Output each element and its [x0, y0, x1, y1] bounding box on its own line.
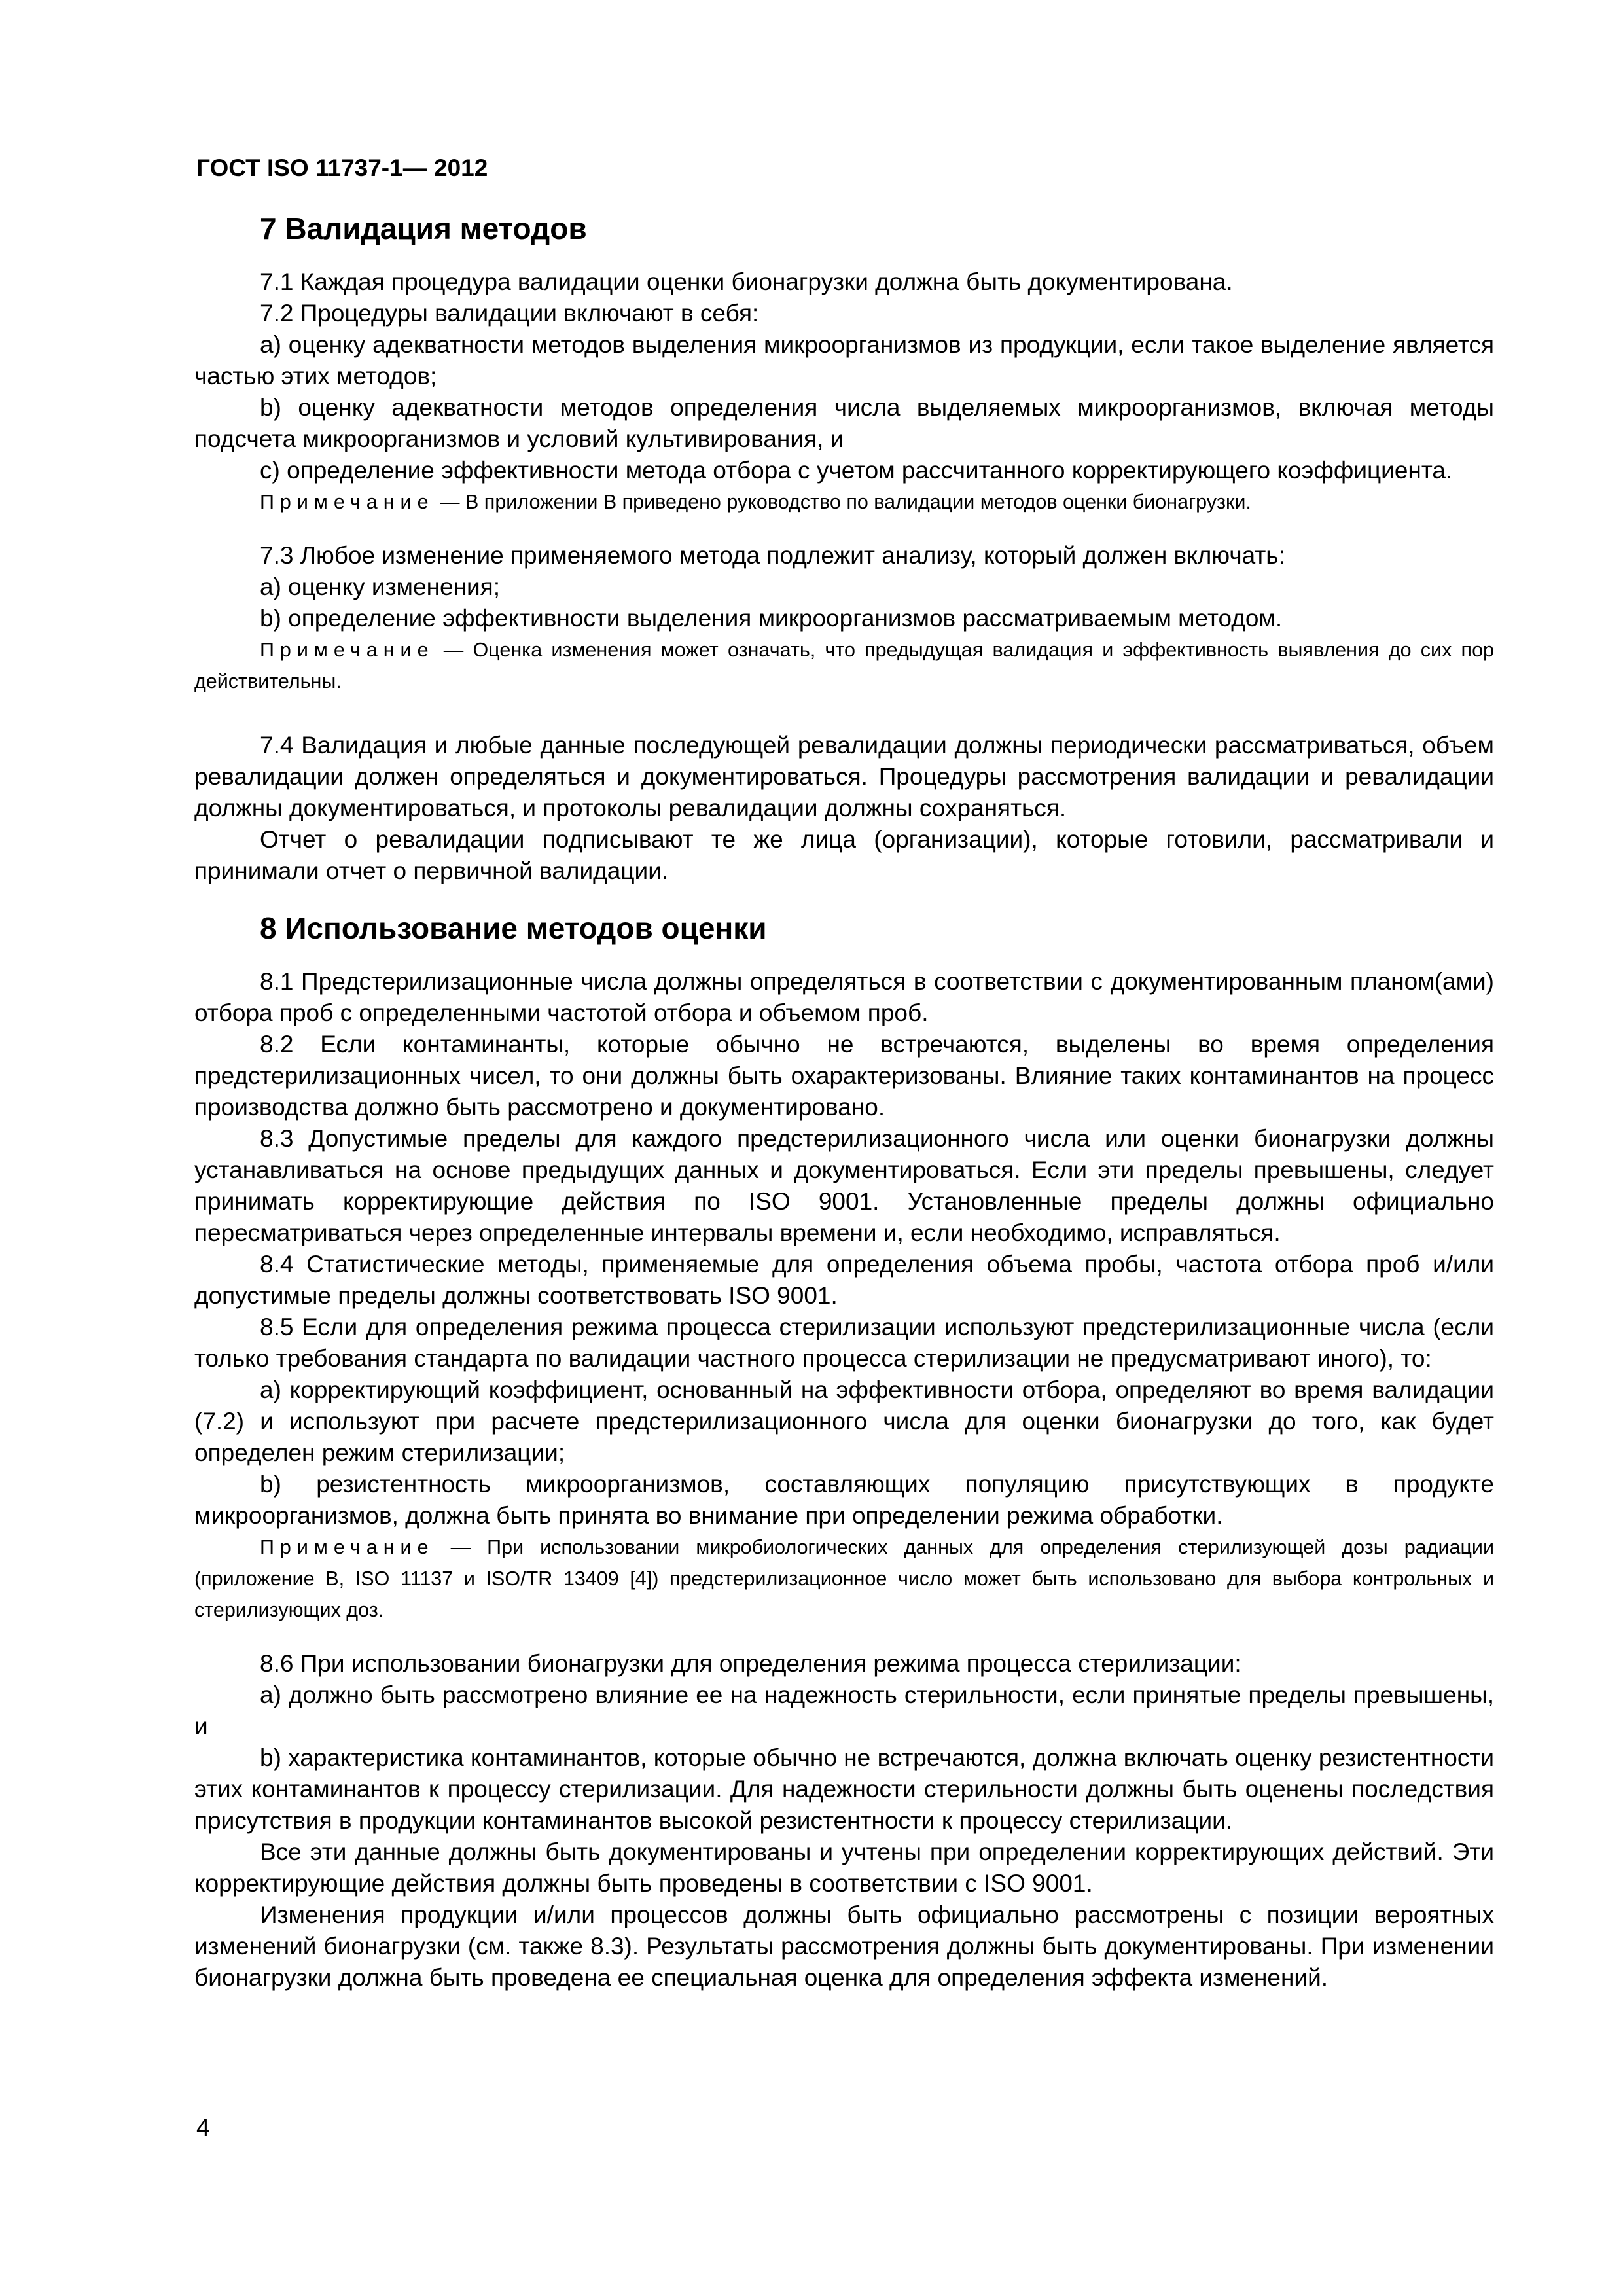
paragraph-8-1: 8.1 Предстерилизационные числа должны определяться в соответствии с документированным планом(ами) отбора проб с определенными частотой отбора и объемом проб. — [194, 968, 1494, 1027]
standard-header: ГОСТ ISO 11737-1— 2012 — [196, 154, 488, 181]
note-7-3 — [194, 634, 1494, 697]
note-label: Примечание — [260, 491, 435, 514]
paragraph-8-6-a: a) должно быть рассмотрено влияние ее на надежность стерильности, если принятые пределы превышены, и — [194, 1681, 1494, 1740]
note-label: Примечание — [260, 639, 435, 662]
section-7-title: 7 Валидация методов — [260, 211, 587, 245]
paragraph-8-2: 8.2 Если контаминанты, которые обычно не встречаются, выделены во время определения предстерилизационных чисел, то они должны быть охарактеризованы. Влияние таких контаминантов на процесс производства должно быть рассмотрено и документировано. — [194, 1031, 1494, 1121]
section-8-title: 8 Использование методов оценки — [260, 911, 767, 946]
paragraph-8-4: 8.4 Статистические методы, применяемые для определения объема пробы, частота отбора проб и/или допустимые пределы должны соответствовать ISO 9001. — [194, 1251, 1494, 1310]
paragraph-8-6-data: Все эти данные должны быть документированы и учтены при определении корректирующих действий. Эти корректирующие действия должны быть проведены в соответствии с ISO 9001. — [194, 1839, 1494, 1897]
note-text: — В приложении B приведено руководство по валидации методов оценки бионагрузки. — [434, 491, 1251, 514]
note-8-5 — [194, 1532, 1494, 1626]
paragraph-7-4-report: Отчет о ревалидации подписывают те же лица (организации), которые готовили, рассматривали и принимали отчет о первичной валидации. — [194, 826, 1494, 885]
paragraph-7-3-a: a) оценку изменения; — [260, 573, 501, 601]
paragraph-8-5: 8.5 Если для определения режима процесса стерилизации используют предстерилизационные числа (если только требования стандарта по валидации частного процесса стерилизации не предусматривают иного), то: — [194, 1314, 1494, 1372]
note-text: — Оценка изменения может означать, что предыдущая валидация и эффективность выявления до сих пор действительны. — [194, 639, 1494, 693]
paragraph-8-6: 8.6 При использовании бионагрузки для определения режима процесса стерилизации: — [260, 1650, 1241, 1677]
paragraph-7-2-b: b) оценку адекватности методов определения числа выделяемых микроорганизмов, включая методы подсчета микроорганизмов и условий культивирования, и — [194, 394, 1494, 453]
paragraph-7-3-b: b) определение эффективности выделения микроорганизмов рассматриваемым методом. — [260, 605, 1283, 632]
page-number: 4 — [196, 2114, 210, 2141]
paragraph-7-2-a: a) оценку адекватности методов выделения микроорганизмов из продукции, если такое выделение является частью этих методов; — [194, 331, 1494, 390]
paragraph-8-6-b: b) характеристика контаминантов, которые обычно не встречаются, должна включать оценку резистентности этих контаминантов к процессу стерилизации. Для надежности стерильности должны быть оценены последствия присутствия в продукции контаминантов высокой резистентности к процессу стерилизации. — [194, 1744, 1494, 1835]
paragraph-7-1: 7.1 Каждая процедура валидации оценки бионагрузки должна быть документирована. — [260, 268, 1233, 296]
paragraph-8-6-changes: Изменения продукции и/или процессов должны быть официально рассмотрены с позиции вероятных изменений бионагрузки (см. также 8.3). Результаты рассмотрения должны быть документированы. При изменении бионагрузки должна быть проведена ее специальная оценка для определения эффекта изменений. — [194, 1901, 1494, 1992]
paragraph-8-3: 8.3 Допустимые пределы для каждого предстерилизационного числа или оценки бионагрузки должны устанавливаться на основе предыдущих данных и документироваться. Если эти пределы превышены, следует принимать корректирующие действия по ISO 9001. Установленные пределы должны официально пересматриваться через определенные интервалы времени и, если необходимо, исправляться. — [194, 1125, 1494, 1247]
document-body — [194, 211, 1494, 1994]
paragraph-8-5-b: b) резистентность микроорганизмов, составляющих популяцию присутствующих в продукте микроорганизмов, должна быть принята во внимание при определении режима обработки. — [194, 1471, 1494, 1530]
note-label: Примечание — [260, 1536, 435, 1559]
paragraph-7-2-c: c) определение эффективности метода отбора с учетом рассчитанного корректирующего коэффициента. — [260, 457, 1453, 484]
paragraph-8-5-a: a) корректирующий коэффициент, основанный на эффективности отбора, определяют во время валидации (7.2) и используют при расчете предстерилизационного числа для оценки бионагрузки до того, как будет определен режим стерилизации; — [194, 1376, 1494, 1467]
paragraph-7-3: 7.3 Любое изменение применяемого метода подлежит анализу, который должен включать: — [260, 542, 1285, 569]
paragraph-7-2: 7.2 Процедуры валидации включают в себя: — [260, 300, 759, 327]
note-7-2 — [194, 486, 1494, 518]
paragraph-7-4: 7.4 Валидация и любые данные последующей ревалидации должны периодически рассматриваться, объем ревалидации должен определяться и документироваться. Процедуры рассмотрения валидации и ревалидации должны документироваться, и протоколы ревалидации должны сохраняться. — [194, 732, 1494, 822]
note-text: — При использовании микробиологических данных для определения стерилизующей дозы радиации (приложение B, ISO 11137 и ISO/TR 13409 [4]) предстерилизационное число может быть использовано для выбора контрольных и стерилизующих доз. — [194, 1536, 1494, 1622]
